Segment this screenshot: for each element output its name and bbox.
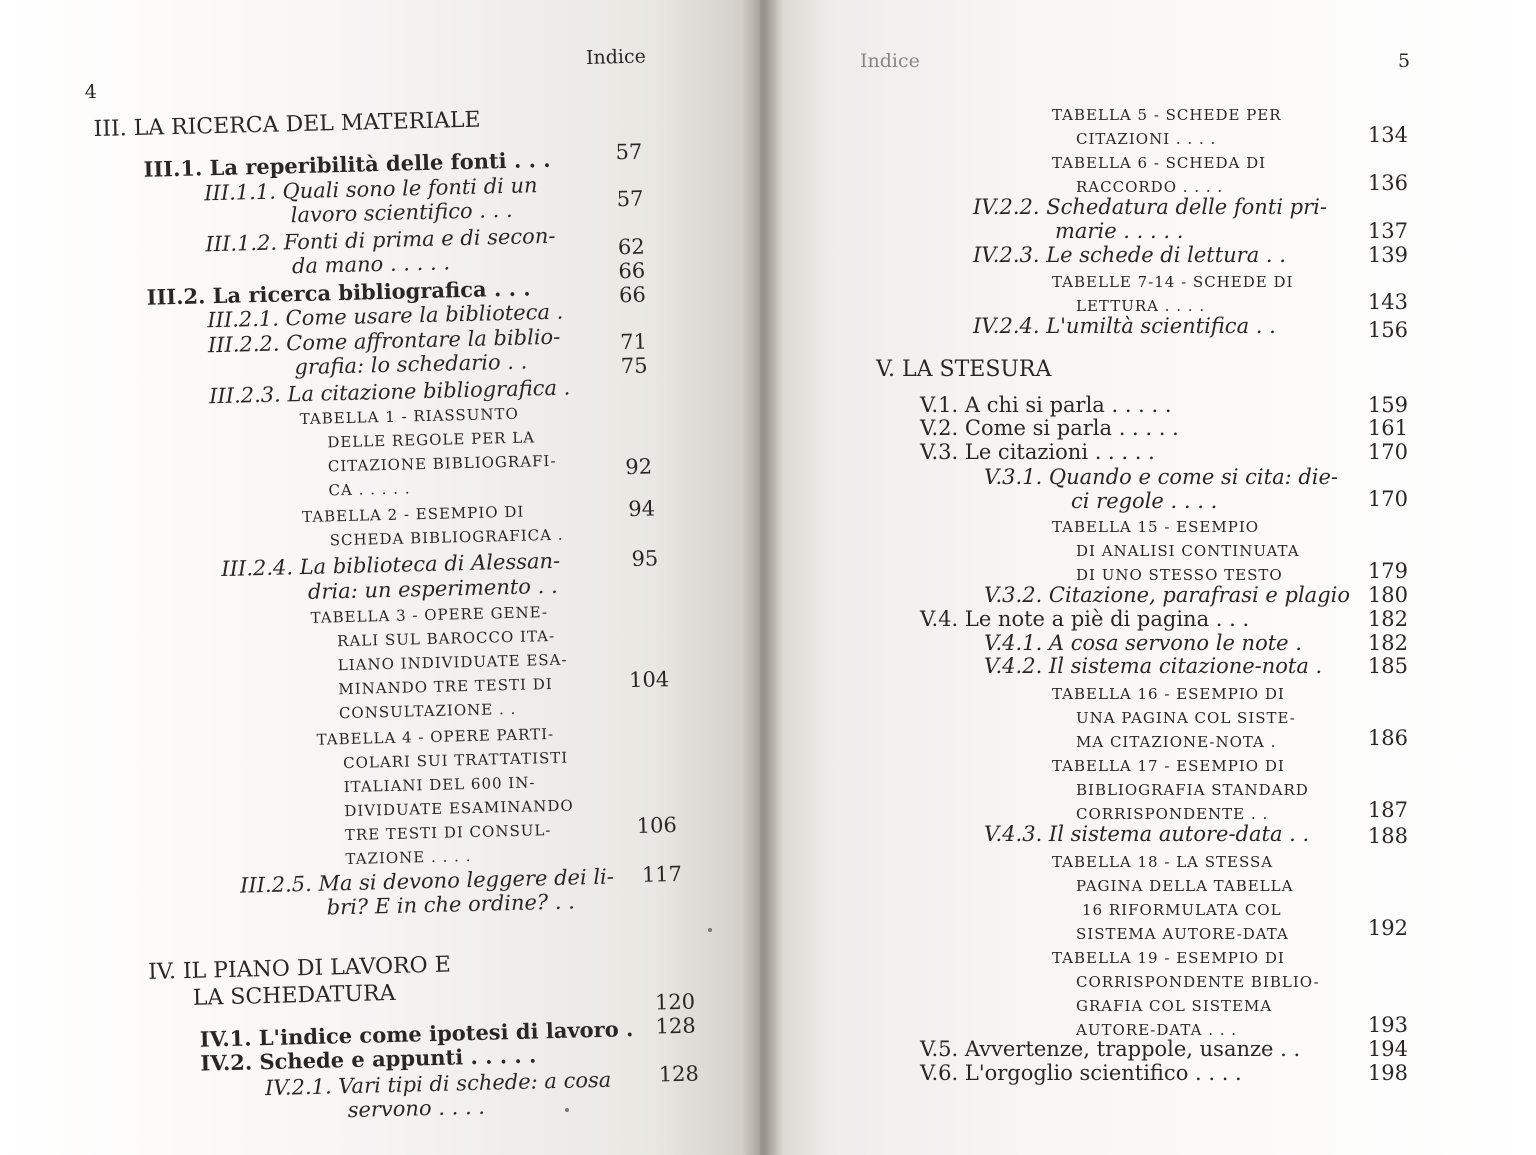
toc-table-entry: TABELLA 4 - OPERE PARTI- — [316, 724, 555, 749]
toc-table-entry: RACCORDO . . . . — [1076, 178, 1224, 196]
book-gutter — [742, 0, 782, 1155]
toc-entry: V.4. Le note a piè di pagina . . . — [920, 607, 1250, 631]
toc-page-number: 156 — [1367, 318, 1408, 342]
toc-page-number: 94 — [628, 496, 656, 522]
toc-page-number: 106 — [636, 812, 678, 838]
toc-page-number: 120 — [654, 989, 696, 1015]
paper-speck — [708, 928, 712, 932]
toc-table-entry: CORRISPONDENTE BIBLIO- — [1076, 973, 1320, 991]
toc-page-number: 137 — [1367, 219, 1408, 243]
right-page — [760, 0, 1536, 1155]
toc-page-number: 62 — [617, 234, 645, 260]
toc-page-number: 66 — [618, 258, 646, 284]
chapter-heading: IV. IL PIANO DI LAVORO E — [147, 952, 452, 985]
toc-entry: III.2.2. Come affrontare la biblio- — [207, 324, 561, 358]
toc-table-entry: CITAZIONE BIBLIOGRAFI- — [327, 451, 557, 476]
toc-page-number: 188 — [1367, 824, 1408, 848]
toc-entry: III.2.5. Ma si devono leggere dei li- — [239, 864, 615, 898]
toc-table-entry: DI ANALISI CONTINUATA — [1076, 542, 1300, 560]
toc-table-entry: TABELLA 15 - ESEMPIO — [1052, 518, 1260, 536]
toc-table-entry: DI UNO STESSO TESTO — [1076, 566, 1283, 584]
toc-page-number: 179 — [1367, 559, 1408, 583]
toc-entry: marie . . . . . — [1055, 219, 1184, 243]
toc-table-entry: ITALIANI DEL 600 IN- — [343, 773, 536, 797]
toc-entry: III.2.1. Come usare la biblioteca . — [207, 299, 564, 333]
chapter-heading: LA SCHEDATURA — [192, 980, 396, 1011]
toc-page-number: 170 — [1367, 487, 1408, 511]
right-page-content — [760, 0, 1536, 1155]
toc-entry: IV.2.3. Le schede di lettura . . — [973, 243, 1286, 267]
toc-table-entry: GRAFIA COL SISTEMA — [1076, 997, 1273, 1015]
toc-entry: bri? E in che ordine? . . — [326, 889, 576, 920]
toc-entry: III.2.4. La biblioteca di Alessan- — [221, 548, 561, 582]
toc-page-number: 66 — [618, 282, 647, 308]
toc-page-number: 128 — [655, 1013, 696, 1039]
toc-table-entry: LETTURA . . . . — [1076, 297, 1206, 315]
toc-entry: servono . . . . — [347, 1094, 486, 1123]
left-page — [0, 0, 760, 1155]
toc-page-number: 139 — [1367, 243, 1408, 267]
toc-page-number: 161 — [1367, 416, 1408, 440]
toc-page-number: 75 — [620, 353, 648, 379]
toc-entry: V.2. Come si parla . . . . . — [920, 416, 1179, 440]
page-number: 4 — [84, 80, 98, 104]
toc-table-entry: TABELLA 17 - ESEMPIO DI — [1052, 757, 1285, 775]
toc-table-entry: TABELLE 7-14 - SCHEDE DI — [1052, 273, 1294, 291]
toc-table-entry: DIVIDUATE ESAMINANDO — [344, 796, 574, 821]
running-head: Indice — [585, 45, 647, 69]
toc-table-entry: 16 RIFORMULATA COL — [1082, 901, 1282, 919]
toc-page-number: 57 — [615, 139, 643, 165]
toc-entry: dria: un esperimento . . — [307, 573, 558, 604]
toc-page-number: 186 — [1367, 726, 1408, 750]
toc-entry: V.4.3. Il sistema autore-data . . — [984, 822, 1310, 846]
toc-page-number: 192 — [1367, 916, 1408, 940]
toc-entry: grafia: lo schedario . . — [294, 349, 528, 380]
toc-table-entry: TABELLA 1 - RIASSUNTO — [299, 404, 519, 429]
toc-table-entry: SISTEMA AUTORE-DATA — [1076, 925, 1289, 943]
toc-table-entry: UNA PAGINA COL SISTE- — [1076, 709, 1296, 727]
toc-table-entry: TAZIONE . . . . — [345, 847, 472, 869]
chapter-heading: III. LA RICERCA DEL MATERIALE — [93, 107, 481, 143]
toc-page-number: 193 — [1367, 1013, 1408, 1037]
paper-speck — [565, 1108, 569, 1112]
toc-entry: III.2.3. La citazione bibliografica . — [208, 375, 571, 409]
toc-entry: V.3.2. Citazione, parafrasi e plagio — [984, 583, 1350, 607]
toc-entry: V.5. Avvertenze, trappole, usanze . . — [920, 1037, 1301, 1061]
toc-entry: V.6. L'orgoglio scientifico . . . . — [920, 1061, 1242, 1085]
toc-entry: IV.2. Schede e appunti . . . . . — [200, 1042, 537, 1076]
toc-table-entry: TABELLA 18 - LA STESSA — [1052, 853, 1274, 871]
toc-page-number: 170 — [1367, 440, 1408, 464]
toc-entry: V.1. A chi si parla . . . . . — [920, 393, 1172, 417]
toc-table-entry: TABELLA 6 - SCHEDA DI — [1052, 154, 1267, 172]
toc-table-entry: CORRISPONDENTE . . — [1076, 805, 1269, 823]
toc-table-entry: CONSULTAZIONE . . — [338, 699, 517, 723]
toc-entry: IV.1. L'indice come ipotesi di lavoro . — [199, 1016, 634, 1052]
toc-table-entry: TRE TESTI DI CONSUL- — [344, 821, 552, 845]
toc-page-number: 71 — [619, 329, 648, 355]
toc-table-entry: MINANDO TRE TESTI DI — [338, 674, 553, 699]
toc-entry: III.2. La ricerca bibliografica . . . — [146, 275, 531, 310]
toc-entry: ci regole . . . . — [1071, 489, 1218, 513]
toc-page-number: 95 — [631, 546, 659, 571]
toc-page-number: 104 — [628, 667, 670, 693]
toc-page-number: 92 — [624, 454, 653, 480]
toc-page-number: 182 — [1367, 607, 1408, 631]
toc-entry: lavoro scientifico . . . — [290, 197, 513, 228]
toc-table-entry: CA . . . . . — [328, 479, 411, 500]
toc-page-number: 134 — [1367, 123, 1408, 147]
toc-table-entry: TABELLA 16 - ESEMPIO DI — [1052, 685, 1285, 703]
toc-page-number: 185 — [1367, 654, 1408, 678]
toc-page-number: 198 — [1367, 1061, 1408, 1085]
toc-entry: III.1.1. Quali sono le fonti di un — [203, 173, 538, 206]
toc-table-entry: TABELLA 19 - ESEMPIO DI — [1052, 949, 1285, 967]
toc-table-entry: BIBLIOGRAFIA STANDARD — [1076, 781, 1309, 799]
toc-table-entry: TABELLA 5 - SCHEDE PER — [1052, 106, 1282, 124]
toc-table-entry: CITAZIONI . . . . — [1076, 130, 1217, 148]
toc-page-number: 187 — [1367, 798, 1408, 822]
toc-page-number: 128 — [658, 1061, 700, 1087]
toc-page-number: 180 — [1367, 583, 1408, 607]
toc-entry: IV.2.4. L'umiltà scientifica . . — [973, 314, 1276, 338]
toc-page-number: 194 — [1367, 1037, 1408, 1061]
toc-table-entry: COLARI SUI TRATTATISTI — [342, 748, 569, 773]
toc-table-entry: LIANO INDIVIDUATE ESA- — [337, 650, 568, 675]
toc-page-number: 143 — [1367, 290, 1408, 314]
toc-table-entry: TABELLA 2 - ESEMPIO DI — [301, 502, 525, 527]
toc-table-entry: TABELLA 3 - OPERE GENE- — [310, 603, 549, 627]
page-number: 5 — [1398, 50, 1411, 72]
toc-table-entry: PAGINA DELLA TABELLA — [1076, 877, 1294, 895]
left-page-content — [0, 0, 760, 1155]
toc-entry: da mano . . . . . — [291, 250, 451, 279]
toc-entry: V.3. Le citazioni . . . . . — [920, 440, 1155, 464]
toc-page-number: 57 — [616, 186, 644, 212]
toc-entry: V.4.2. Il sistema citazione-nota . — [984, 654, 1323, 678]
toc-table-entry: AUTORE-DATA . . . — [1076, 1021, 1238, 1039]
toc-entry: V.3.1. Quando e come si cita: die- — [984, 465, 1339, 489]
toc-entry: V.4.1. A cosa servono le note . — [984, 631, 1302, 655]
toc-page-number: 117 — [641, 861, 683, 887]
toc-page-number: 182 — [1367, 631, 1408, 655]
toc-page-number: 136 — [1367, 171, 1408, 195]
chapter-heading: V. LA STESURA — [876, 357, 1052, 382]
toc-entry: IV.2.1. Vari tipi di schede: a cosa — [264, 1067, 612, 1101]
toc-entry: IV.2.2. Schedatura delle fonti pri- — [973, 195, 1327, 219]
toc-entry: III.1.2. Fonti di prima e di secon- — [205, 223, 556, 257]
toc-table-entry: DELLE REGOLE PER LA — [327, 428, 536, 452]
toc-table-entry: RALI SUL BAROCCO ITA- — [336, 626, 556, 651]
toc-table-entry: MA CITAZIONE-NOTA . — [1076, 733, 1277, 751]
running-head: Indice — [860, 50, 920, 72]
toc-entry: III.1. La reperibilità delle fonti . . . — [143, 146, 551, 182]
toc-table-entry: SCHEDA BIBLIOGRAFICA . — [329, 525, 564, 550]
toc-page-number: 159 — [1367, 393, 1408, 417]
